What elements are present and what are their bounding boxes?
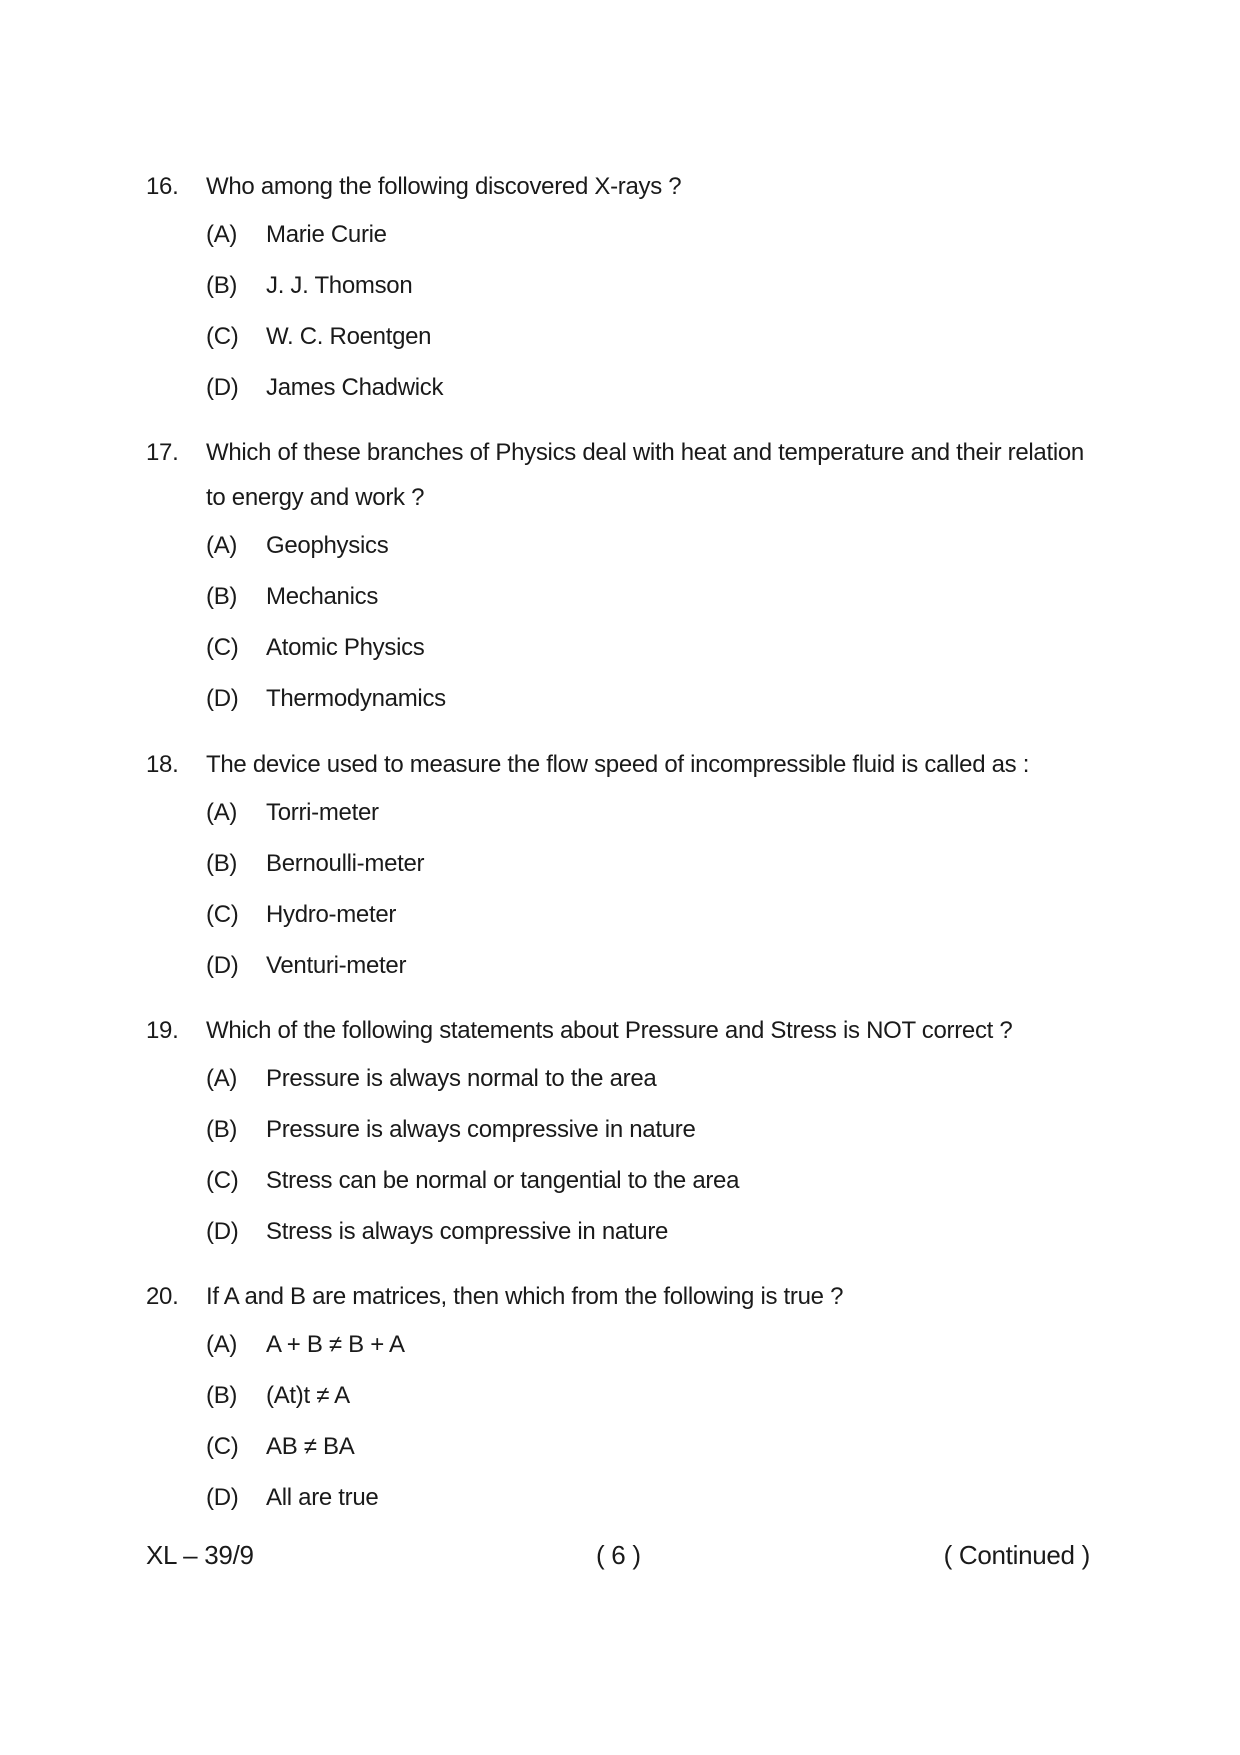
option-text: Pressure is always compressive in nature [266, 1116, 696, 1143]
question-16 [146, 164, 1106, 419]
option-b [206, 266, 1106, 317]
option-text: James Chadwick [266, 374, 444, 401]
option-text: AB ≠ BA [266, 1433, 355, 1460]
option-text: W. C. Roentgen [266, 323, 432, 350]
option-c [206, 628, 1106, 679]
option-letter: (A) [206, 532, 238, 559]
option-b [206, 1376, 1106, 1427]
option-letter: (C) [206, 1167, 239, 1194]
page-footer [146, 1540, 1090, 1580]
option-text: Pressure is always normal to the area [266, 1065, 657, 1092]
question-text: Which of these branches of Physics deal with heat and temperature and their relation to energy and work ? [206, 439, 1084, 511]
option-letter: (C) [206, 634, 239, 661]
option-letter: (A) [206, 1331, 238, 1358]
option-a [206, 1325, 1106, 1376]
option-letter: (D) [206, 685, 239, 712]
question-19 [146, 1008, 1106, 1263]
option-a [206, 215, 1106, 266]
option-letter: (D) [206, 1484, 239, 1511]
option-letter: (B) [206, 272, 238, 299]
option-a [206, 793, 1106, 844]
option-text: Atomic Physics [266, 634, 425, 661]
option-letter: (D) [206, 374, 239, 401]
option-text: All are true [266, 1484, 379, 1511]
option-text: Stress can be normal or tangential to the area [266, 1167, 740, 1194]
paper-code: XL – 39/9 [146, 1540, 254, 1570]
question-number: 17. [146, 439, 179, 466]
option-letter: (D) [206, 1218, 239, 1245]
option-a [206, 526, 1106, 577]
question-number: 18. [146, 751, 179, 778]
option-letter: (C) [206, 901, 239, 928]
option-text: J. J. Thomson [266, 272, 413, 299]
option-a [206, 1059, 1106, 1110]
option-text: (At)t ≠ A [266, 1382, 350, 1409]
option-letter: (D) [206, 952, 239, 979]
option-b [206, 577, 1106, 628]
option-list [206, 1325, 1106, 1529]
option-text: Thermodynamics [266, 685, 446, 712]
question-text: The device used to measure the flow speed of incompressible fluid is called as : [206, 751, 1030, 778]
option-letter: (A) [206, 221, 238, 248]
option-text: Marie Curie [266, 221, 387, 248]
option-letter: (A) [206, 799, 238, 826]
option-letter: (B) [206, 583, 238, 610]
option-b [206, 844, 1106, 895]
option-c [206, 1427, 1106, 1478]
question-text: If A and B are matrices, then which from the following is true ? [206, 1283, 844, 1310]
option-list [206, 526, 1106, 730]
question-text: Who among the following discovered X-rays ? [206, 173, 682, 200]
option-letter: (C) [206, 323, 239, 350]
option-d [206, 679, 1106, 730]
option-list [206, 215, 1106, 419]
option-list [206, 793, 1106, 997]
question-17 [146, 430, 1106, 730]
option-letter: (B) [206, 1116, 238, 1143]
option-d [206, 368, 1106, 419]
option-list [206, 1059, 1106, 1263]
option-text: A + B ≠ B + A [266, 1331, 405, 1358]
option-d [206, 1478, 1106, 1529]
option-text: Torri-meter [266, 799, 379, 826]
option-c [206, 1161, 1106, 1212]
option-text: Geophysics [266, 532, 389, 559]
question-number: 20. [146, 1283, 179, 1310]
question-20 [146, 1274, 1106, 1529]
question-number: 19. [146, 1017, 179, 1044]
option-text: Mechanics [266, 583, 379, 610]
option-letter: (A) [206, 1065, 238, 1092]
question-text: Which of the following statements about Pressure and Stress is NOT correct ? [206, 1017, 1013, 1044]
option-text: Hydro-meter [266, 901, 397, 928]
option-letter: (C) [206, 1433, 239, 1460]
question-number: 16. [146, 173, 179, 200]
option-text: Stress is always compressive in nature [266, 1218, 669, 1245]
page-number: ( 6 ) [596, 1540, 641, 1570]
option-c [206, 895, 1106, 946]
question-18 [146, 742, 1106, 997]
option-letter: (B) [206, 1382, 238, 1409]
option-text: Venturi-meter [266, 952, 407, 979]
option-d [206, 946, 1106, 997]
option-d [206, 1212, 1106, 1263]
option-b [206, 1110, 1106, 1161]
option-c [206, 317, 1106, 368]
option-letter: (B) [206, 850, 238, 877]
option-text: Bernoulli-meter [266, 850, 425, 877]
continued-label: ( Continued ) [943, 1540, 1090, 1570]
